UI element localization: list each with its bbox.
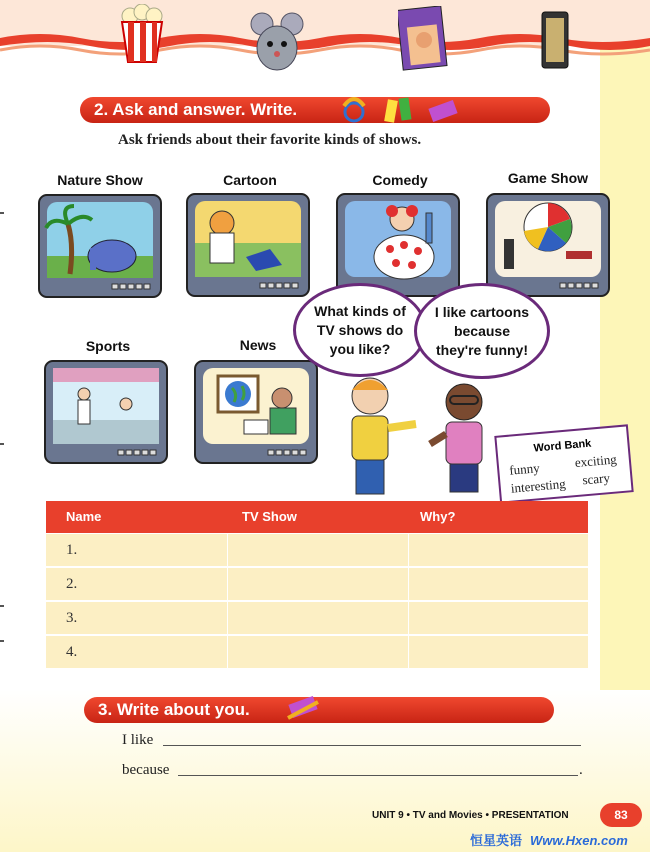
header-tv-show: TV Show xyxy=(242,509,297,524)
word-bank-word: scary xyxy=(581,470,611,488)
write-line-1[interactable] xyxy=(163,745,581,746)
header-name: Name xyxy=(66,509,102,524)
boy-illustration xyxy=(428,378,498,494)
tv-week-magazine-icon xyxy=(398,6,448,72)
listen-speak-write-icons xyxy=(338,92,468,128)
word-bank-word: exciting xyxy=(574,451,618,471)
tv-cartoon xyxy=(186,193,310,297)
margin-mark xyxy=(0,212,4,214)
tv-label-news: News xyxy=(239,337,277,353)
table-row[interactable] xyxy=(46,533,588,566)
margin-mark xyxy=(0,640,4,642)
row-number: 2. xyxy=(66,576,78,592)
header-why: Why? xyxy=(420,509,456,524)
tv-label-nature: Nature Show xyxy=(57,172,143,188)
margin-mark xyxy=(0,605,4,607)
table-row[interactable] xyxy=(46,635,588,668)
table-row[interactable] xyxy=(46,567,588,600)
table-row[interactable] xyxy=(46,601,588,634)
tv-news xyxy=(194,360,318,464)
speech-bubble-answer xyxy=(414,283,550,379)
tv-label-game-show: Game Show xyxy=(507,170,589,186)
word-bank-title: Word Bank xyxy=(533,437,592,455)
girl-illustration xyxy=(336,372,420,496)
tv-label-comedy: Comedy xyxy=(372,172,428,188)
tv-sports xyxy=(44,360,168,464)
tv-label-cartoon: Cartoon xyxy=(223,172,277,188)
margin-mark xyxy=(0,443,4,445)
section2-title: 2. Ask and answer. Write. xyxy=(94,100,298,119)
word-bank xyxy=(494,424,633,503)
tv-comedy xyxy=(336,193,460,297)
watermark-site: Www.Hxen.com xyxy=(530,833,628,848)
column-divider xyxy=(227,533,228,669)
row-number: 1. xyxy=(66,542,78,558)
survey-table xyxy=(46,501,588,669)
tv-game-show xyxy=(486,193,610,297)
section3-title: 3. Write about you. xyxy=(98,700,250,719)
word-bank-word: interesting xyxy=(510,475,567,496)
tv-nature-show xyxy=(38,194,162,298)
tv-label-sports: Sports xyxy=(85,338,131,354)
popcorn-icon xyxy=(118,4,166,64)
write-line-2[interactable] xyxy=(178,775,578,776)
write-line-period: . xyxy=(579,762,583,778)
row-number: 4. xyxy=(66,644,78,660)
page-number: 83 xyxy=(600,803,642,827)
question-text: What kinds of TV shows do you like? xyxy=(314,302,406,357)
videotape-icon xyxy=(538,10,572,70)
watermark xyxy=(470,830,628,849)
mouse-icon xyxy=(248,10,306,72)
section2-header xyxy=(80,97,550,123)
write-label-i-like: I like xyxy=(122,732,154,748)
word-bank-word: funny xyxy=(508,460,541,478)
pencil-write-icon xyxy=(284,692,324,724)
row-number: 3. xyxy=(66,610,78,626)
answer-text: I like cartoons because they're funny! xyxy=(434,303,530,358)
footer-unit-text: UNIT 9 • TV and Movies • PRESENTATION xyxy=(372,810,569,821)
table-header xyxy=(46,501,588,533)
column-divider xyxy=(408,533,409,669)
write-label-because: because xyxy=(122,762,170,778)
watermark-cn: 恒星英语 xyxy=(470,833,523,848)
section2-instruction: Ask friends about their favorite kinds of shows. xyxy=(118,132,422,148)
speech-bubble-question xyxy=(293,283,427,377)
